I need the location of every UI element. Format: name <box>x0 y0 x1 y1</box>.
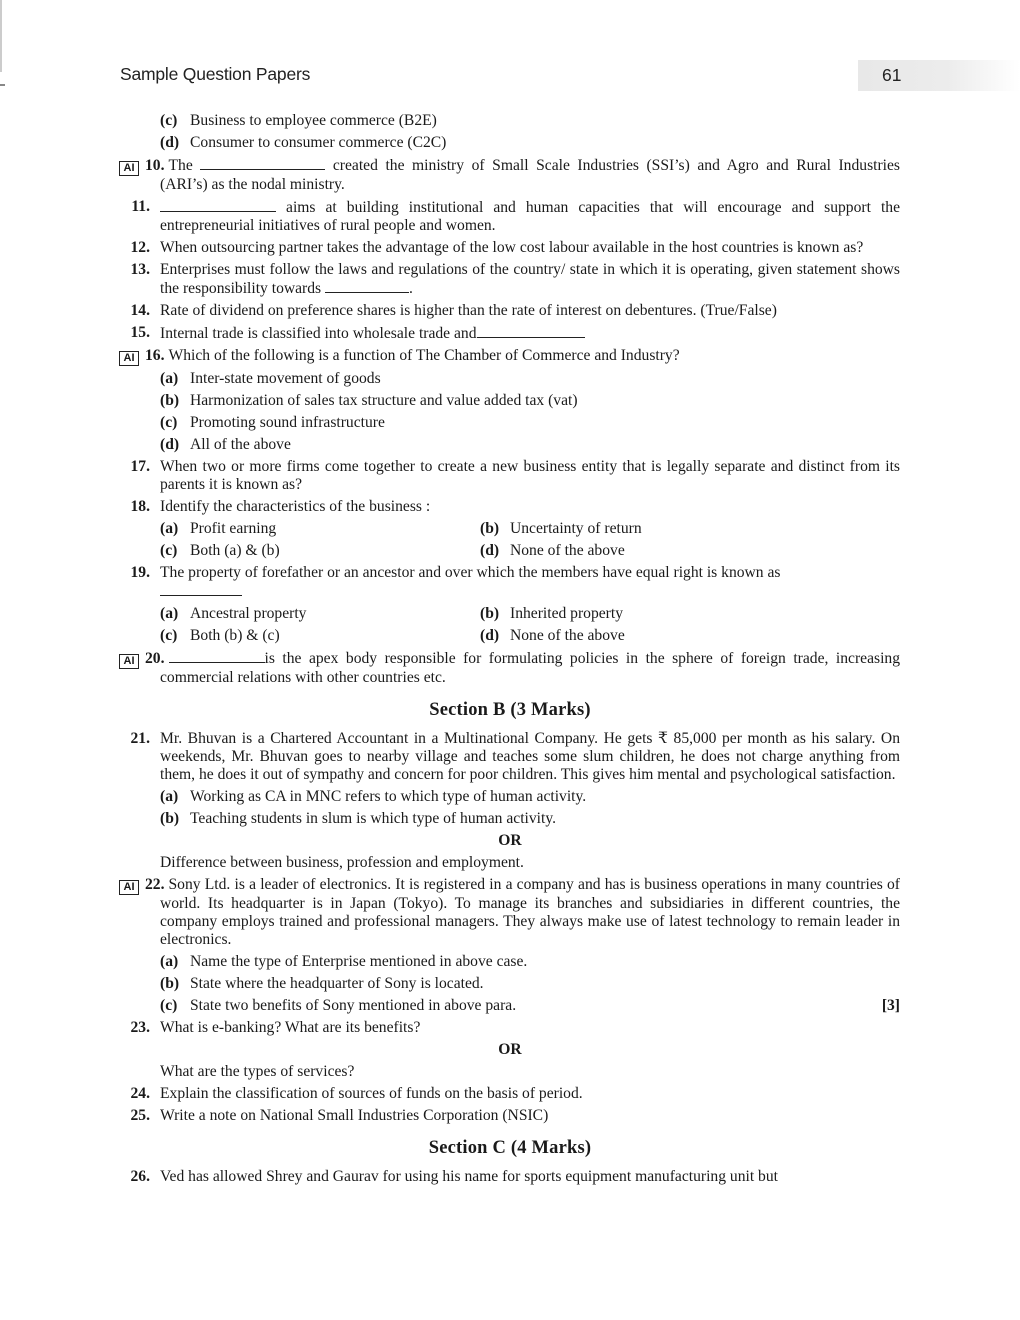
page-edge <box>0 0 2 72</box>
option-text: Profit earning <box>190 520 277 537</box>
blank <box>200 156 325 170</box>
option-text: Inter-state movement of goods <box>190 370 381 387</box>
option-text: Teaching students in slum is which type of human activity. <box>190 810 557 827</box>
option-text: None of the above <box>510 627 625 644</box>
ai-icon: AI <box>119 161 139 176</box>
alternative-question: What are the types of services? <box>160 1063 355 1080</box>
or-divider: OR <box>498 1041 522 1058</box>
question-text: When outsourcing partner takes the advantage of the low cost labour available in the host countries is known as? <box>160 239 864 256</box>
option-row <box>0 605 900 623</box>
question-17 <box>0 458 900 494</box>
option-label: (b) <box>160 975 180 992</box>
option <box>160 605 480 623</box>
question-25 <box>0 1107 900 1125</box>
option-label: (b) <box>480 520 500 537</box>
option <box>0 414 900 432</box>
option <box>480 520 800 538</box>
option-text: None of the above <box>510 542 625 559</box>
running-header-title: Sample Question Papers <box>120 64 311 84</box>
marks-label: [3] <box>881 997 900 1014</box>
option-text: Both (b) & (c) <box>190 627 280 644</box>
option-label: (d) <box>160 134 180 151</box>
question-text: Identify the characteristics of the business : <box>160 498 431 515</box>
question-number: 13. <box>130 261 150 278</box>
page-number-box <box>858 60 1020 91</box>
question-text: Rate of dividend on preference shares is higher than the rate of interest on debentures. (True/False) <box>160 302 777 319</box>
option-row <box>0 627 900 645</box>
question-number: 22. <box>145 876 165 893</box>
question-text: The <box>168 157 193 174</box>
blank <box>325 279 409 293</box>
option-label: (c) <box>160 542 178 559</box>
option <box>0 997 900 1015</box>
option-text: Uncertainty of return <box>510 520 642 537</box>
page-content <box>0 112 1020 1186</box>
question-19 <box>0 564 900 601</box>
option-text: State two benefits of Sony mentioned in above para. <box>190 997 517 1014</box>
question-text: What is e-banking? What are its benefits? <box>160 1019 421 1036</box>
question-16 <box>0 347 900 366</box>
question-number: 16. <box>145 347 165 364</box>
option-label: (d) <box>160 436 180 453</box>
option <box>0 810 900 828</box>
option <box>0 436 900 454</box>
option-label: (c) <box>160 997 178 1014</box>
or-divider: OR <box>498 832 522 849</box>
option-row <box>0 542 900 560</box>
question-number: 17. <box>130 458 150 475</box>
option-text: Working as CA in MNC refers to which type of human activity. <box>190 788 587 805</box>
question-text: The property of forefather or an ancestor and over which the members have equal right is known as <box>160 564 781 581</box>
question-15 <box>0 324 900 343</box>
option <box>160 520 480 538</box>
blank <box>477 324 585 338</box>
option-text: Ancestral property <box>190 605 307 622</box>
question-text: Write a note on National Small Industries Corporation (NSIC) <box>160 1107 549 1124</box>
question-number: 24. <box>130 1085 150 1102</box>
question-11 <box>0 198 900 235</box>
option <box>480 627 800 645</box>
question-number: 21. <box>130 730 150 747</box>
question-number: 14. <box>130 302 150 319</box>
ai-icon: AI <box>119 351 139 366</box>
question-13 <box>0 261 900 298</box>
page-number: 61 <box>882 65 902 85</box>
option-label: (a) <box>160 605 179 622</box>
question-text: Ved has allowed Shrey and Gaurav for using his name for sports equipment manufacturing unit but <box>160 1168 778 1185</box>
question-number: 10. <box>145 157 165 174</box>
question-20 <box>0 649 900 687</box>
option <box>160 542 480 560</box>
question-text: Internal trade is classified into wholesale trade and <box>160 325 477 342</box>
option <box>0 975 900 993</box>
option-label: (b) <box>480 605 500 622</box>
section-heading-c: Section C (4 Marks) <box>428 1138 592 1158</box>
question-text: created the ministry of Small Scale Industries (SSI’s) and Agro and Rural Industries (ARI’s) as the nodal ministry. <box>160 157 900 193</box>
question-21 <box>0 730 900 784</box>
option-text: All of the above <box>190 436 291 453</box>
ai-icon: AI <box>119 880 139 895</box>
section-heading-b: Section B (3 Marks) <box>429 700 591 720</box>
question-number: 12. <box>130 239 150 256</box>
option <box>480 542 800 560</box>
alternative-question: Difference between business, profession and employment. <box>160 854 524 871</box>
option-label: (d) <box>480 542 500 559</box>
option-label: (b) <box>160 810 180 827</box>
question-23 <box>0 1019 900 1037</box>
option <box>160 627 480 645</box>
question-22 <box>0 876 900 949</box>
option-label: (c) <box>160 414 178 431</box>
question-text: When two or more firms come together to create a new business entity that is legally separate and distinct from its parents it is known as? <box>160 458 900 493</box>
option-label: (d) <box>480 627 500 644</box>
option-label: (a) <box>160 520 179 537</box>
question-text: Explain the classification of sources of funds on the basis of period. <box>160 1085 583 1102</box>
question-10 <box>0 156 900 194</box>
question-text: Which of the following is a function of The Chamber of Commerce and Industry? <box>168 347 680 364</box>
option-label: (c) <box>160 112 178 129</box>
option-text: Both (a) & (b) <box>190 542 280 559</box>
question-number: 26. <box>130 1168 150 1185</box>
option <box>0 112 900 130</box>
question-number: 18. <box>130 498 150 515</box>
option-text: Inherited property <box>510 605 624 622</box>
question-text: Mr. Bhuvan is a Chartered Accountant in a Multinational Company. He gets ₹ 85,000 per month as his salary. On weekends, Mr. Bhuvan goes to nearby village and teaches some slum children, he does not charge anything from them, he does it out of sympathy and concern for poor children. This gives him mental and psychological satisfaction. <box>160 730 900 783</box>
option-text: Promoting sound infrastructure <box>190 414 385 431</box>
option <box>0 134 900 152</box>
option-text: State where the headquarter of Sony is located. <box>190 975 484 992</box>
option <box>0 788 900 806</box>
option-text: Harmonization of sales tax structure and value added tax (vat) <box>190 392 578 409</box>
option-label: (a) <box>160 953 179 970</box>
option-text: Business to employee commerce (B2E) <box>190 112 437 129</box>
page-edge-mark <box>0 84 5 86</box>
option-text: Consumer to consumer commerce (C2C) <box>190 134 447 151</box>
question-14 <box>0 302 900 320</box>
blank <box>160 582 242 596</box>
question-number: 23. <box>130 1019 150 1036</box>
option-label: (c) <box>160 627 178 644</box>
question-18 <box>0 498 900 516</box>
question-number: 20. <box>145 650 165 667</box>
option-row <box>0 520 900 538</box>
question-number: 25. <box>130 1107 150 1124</box>
question-number: 15. <box>130 324 150 341</box>
question-number: 11. <box>131 198 150 215</box>
blank <box>160 198 276 212</box>
question-number: 19. <box>130 564 150 581</box>
option <box>0 392 900 410</box>
option <box>480 605 800 623</box>
option-text: Name the type of Enterprise mentioned in above case. <box>190 953 528 970</box>
question-text: Sony Ltd. is a leader of electronics. It is registered in a company and has is business operations in many countries of world. Its headquarter is in Japan (Tokyo). To manage its branches and subsidiaries in different countries, the company employs trained and professional managers. They always make use of latest technology to remain leader in electronics. <box>160 876 900 948</box>
question-26 <box>0 1168 900 1186</box>
question-text: . <box>409 280 413 297</box>
question-12 <box>0 239 900 257</box>
ai-icon: AI <box>119 654 139 669</box>
question-24 <box>0 1085 900 1103</box>
option-label: (a) <box>160 788 179 805</box>
option <box>0 953 900 971</box>
option-label: (a) <box>160 370 179 387</box>
option <box>0 370 900 388</box>
question-text: aims at building institutional and human capacities that will encourage and support the entrepreneurial initiatives of rural people and women. <box>160 199 900 234</box>
question-text: Enterprises must follow the laws and regulations of the country/ state in which it is operating, given statement shows the responsibility towards <box>160 261 900 297</box>
option-label: (b) <box>160 392 180 409</box>
blank <box>169 649 265 663</box>
question-text: is the apex body responsible for formulating policies in the sphere of foreign trade, increasing commercial relations with other countries etc. <box>160 650 900 686</box>
